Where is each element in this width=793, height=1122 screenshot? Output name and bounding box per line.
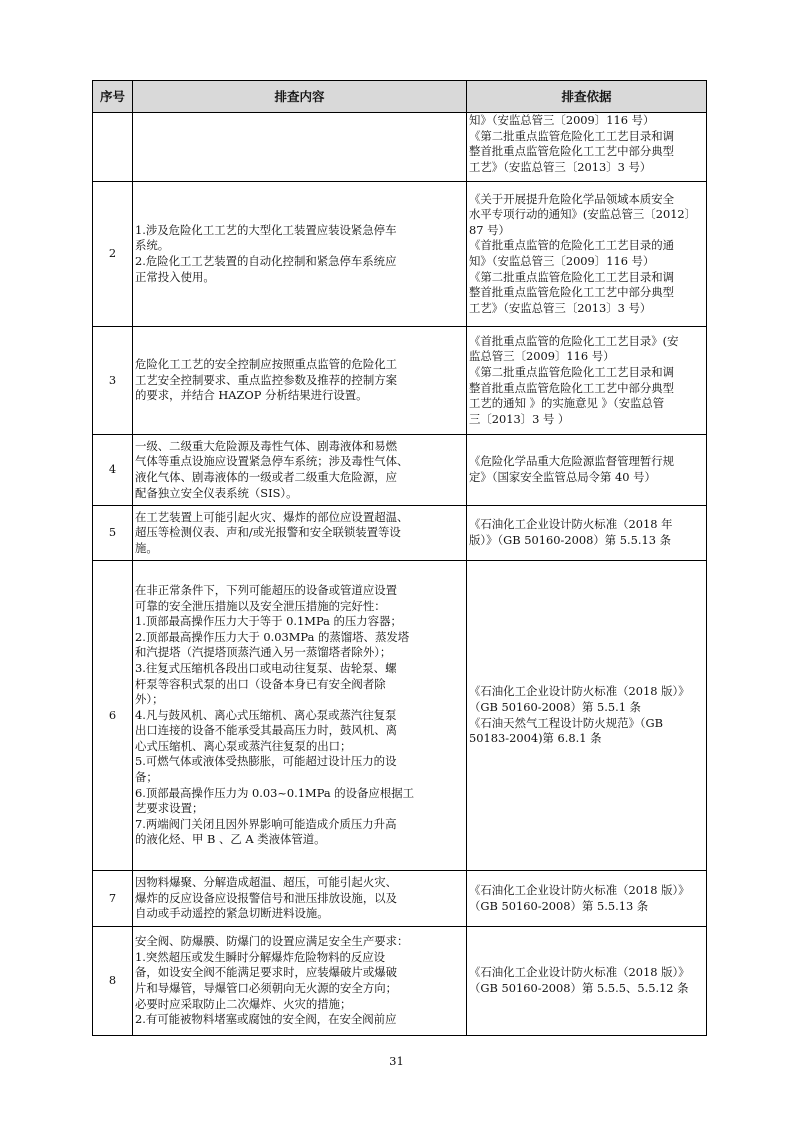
basis-line: 知》（安监总管三〔2009〕116 号） (469, 254, 655, 268)
basis-line: 《首批重点监管的危险化工工艺目录的通 (469, 238, 675, 253)
content-line: 因物料爆聚、分解造成超温、超压，可能引起火灾、 (135, 875, 397, 890)
row-content (133, 182, 467, 327)
content-line: 出口连接的设备不能承受其最高压力时，鼓风机、离 (135, 723, 397, 738)
row-content (133, 927, 467, 1036)
content-line: 2.有可能被物料堵塞或腐蚀的安全阀，在安全阀前应 (135, 1012, 397, 1027)
header-basis: 排查依据 (467, 81, 707, 113)
row-content (133, 327, 467, 435)
content-line: 2.顶部最高操作压力大于 0.03MPa 的蒸馏塔、蒸发塔 (135, 629, 410, 644)
content-line: 心式压缩机、离心泵或蒸汽往复泵的出口； (135, 738, 352, 753)
row-basis (467, 506, 707, 561)
row-number: 6 (93, 561, 133, 871)
basis-line: 《石油天然气工程设计防火规范》（GB (469, 715, 664, 730)
content-line: 和汽提塔（汽提塔顶蒸汽通入另一蒸馏塔者除外）； (135, 645, 392, 660)
content-line: 6.顶部最高操作压力为 0.03~0.1MPa 的设备应根据工 (135, 785, 414, 800)
basis-line: 《第二批重点监管危险化工工艺目录和调 (469, 128, 675, 143)
content-line: 的液化烃、甲 B 、乙 A 类液体管道。 (135, 832, 326, 847)
table-row (93, 871, 707, 927)
content-line: 超压等检测仪表、声和/或光报警和安全联锁装置等设 (135, 525, 401, 540)
basis-line: 《石油化工企业设计防火标准（2018 版）》 (469, 882, 690, 897)
basis-line: 《首批重点监管的危险化工工艺目录》(安 (469, 333, 679, 348)
content-line: 2.危险化工工艺装置的自动化控制和紧急停车系统应 (135, 254, 397, 268)
content-line: 备； (135, 770, 158, 785)
page-number: 31 (389, 1054, 404, 1068)
content-line: 自动或手动遥控的紧急切断进料设施。 (135, 906, 329, 921)
row-number: 3 (93, 327, 133, 435)
table-row (93, 561, 707, 871)
content-line: 5.可燃气体或液体受热膨胀，可能超过设计压力的设 (135, 754, 397, 769)
basis-line: 50183-2004)第 6.8.1 条 (469, 731, 602, 746)
row-basis (467, 113, 707, 182)
row-basis (467, 871, 707, 927)
content-line: 系统。 (135, 238, 170, 253)
basis-line: 监总管三〔2009〕116 号） (469, 349, 615, 364)
row-content (133, 113, 467, 182)
content-line: 外）； (135, 692, 164, 707)
header-content: 排查内容 (133, 81, 467, 113)
table-row (93, 327, 707, 435)
content-line: 可靠的安全泄压措施以及安全泄压措施的完好性： (135, 598, 386, 613)
content-line: 正常投入使用。 (135, 269, 215, 284)
basis-line: 《第二批重点监管危险化工工艺目录和调 (469, 269, 675, 284)
content-line: 片和导爆管，导爆管口必须朝向无火源的安全方向； (135, 981, 397, 995)
table-row (93, 435, 707, 506)
basis-line: （GB 50160-2008）第 5.5.1 条 (469, 699, 641, 714)
basis-line: 《石油化工企业设计防火标准（2018 年 (469, 517, 673, 532)
basis-line: 《石油化工企业设计防火标准（2018 版）》 (469, 965, 690, 980)
basis-line: 工艺》（安监总管三〔2013〕3 号） (469, 300, 652, 315)
basis-line: 《关于开展提升危险化学品领域本质安全 (469, 191, 675, 206)
basis-line: 工艺》（安监总管三〔2013〕3 号） (469, 159, 652, 174)
basis-line: 《危险化学品重大危险源监督管理暂行规 (469, 454, 675, 469)
basis-line: 三〔2013〕3 号 ） (469, 411, 570, 426)
basis-line: 整首批重点监管危险化工工艺中部分典型 (469, 285, 675, 300)
basis-line: 版）》（GB 50160-2008）第 5.5.13 条 (469, 533, 671, 547)
content-line: 的要求，并结合 HAZOP 分析结果进行设置。 (135, 388, 368, 403)
row-number: 2 (93, 182, 133, 327)
row-basis (467, 327, 707, 435)
content-line: 4.凡与鼓风机、离心式压缩机、离心泵或蒸汽往复泵 (135, 707, 397, 722)
basis-line: 知》（安监总管三〔2009〕116 号） (469, 113, 655, 127)
row-content (133, 561, 467, 871)
basis-line: 《石油化工企业设计防火标准（2018 版）》 (469, 684, 690, 699)
table-row (93, 506, 707, 561)
content-line: 7.两端阀门关闭且因外界影响可能造成介质压力升高 (135, 816, 397, 831)
basis-line: （GB 50160-2008）第 5.5.13 条 (469, 898, 649, 913)
inspection-table (92, 80, 707, 1036)
content-line: 配备独立安全仪表系统（SIS）。 (135, 485, 298, 500)
basis-line: 《第二批重点监管危险化工工艺目录和调 (469, 364, 675, 379)
content-line: 液化气体、剧毒液体的一级或者二级重大危险源，应 (135, 470, 397, 484)
row-basis (467, 435, 707, 506)
content-line: 必要时应采取防止二次爆炸、火灾的措施； (135, 996, 352, 1011)
basis-line: 水平专项行动的通知》(安监总管三〔2012〕 (469, 207, 697, 222)
row-basis (467, 182, 707, 327)
content-line: 1.涉及危险化工工艺的大型化工装置应装设紧急停车 (135, 222, 397, 237)
table-row (93, 113, 707, 182)
content-line: 艺要求设置； (135, 801, 204, 816)
row-number: 8 (93, 927, 133, 1036)
content-line: 爆炸的反应设备应设报警信号和泄压排放设施，以及 (135, 890, 397, 905)
content-line: 杆泵等容积式泵的出口（设备本身已有安全阀者除 (135, 676, 386, 691)
table-row (93, 182, 707, 327)
table-header-row (93, 81, 707, 113)
basis-line: 工艺的通知 》的实施意见 》（安监总管 (469, 396, 665, 411)
content-line: 危险化工工艺的安全控制应按照重点监管的危险化工 (135, 357, 397, 372)
table-row (93, 927, 707, 1036)
basis-line: 整首批重点监管危险化工工艺中部分典型 (469, 380, 675, 395)
content-line: 1.顶部最高操作压力大于等于 0.1MPa 的压力容器； (135, 614, 402, 629)
basis-line: 定》（国家安全监管总局令第 40 号） (469, 470, 656, 484)
header-seq: 序号 (93, 81, 133, 113)
row-number: 7 (93, 871, 133, 927)
content-line: 备，如设安全阀不能满足要求时，应装爆破片或爆破 (135, 965, 397, 980)
basis-line: （GB 50160-2008）第 5.5.5、5.5.12 条 (469, 981, 689, 995)
basis-line: 87 号） (469, 222, 510, 237)
content-line: 安全阀、防爆膜、防爆门的设置应满足安全生产要求： (135, 934, 409, 949)
row-basis (467, 561, 707, 871)
content-line: 施。 (135, 540, 158, 555)
content-line: 工艺安全控制要求、重点监控参数及推荐的控制方案 (135, 372, 397, 387)
content-line: 一级、二级重大危险源及毒性气体、剧毒液体和易燃 (135, 438, 397, 453)
content-line: 1.突然超压或发生瞬时分解爆炸危险物料的反应设 (135, 949, 386, 964)
row-content (133, 435, 467, 506)
content-line: 3.往复式压缩机各段出口或电动往复泵、齿轮泵、螺 (135, 660, 397, 675)
row-number: 4 (93, 435, 133, 506)
row-content (133, 506, 467, 561)
row-number (93, 113, 133, 182)
row-content (133, 871, 467, 927)
row-number: 5 (93, 506, 133, 561)
row-basis (467, 927, 707, 1036)
content-line: 气体等重点设施应设置紧急停车系统；涉及毒性气体、 (135, 454, 409, 469)
content-line: 在工艺装置上可能引起火灾、爆炸的部位应设置超温、 (135, 509, 409, 524)
content-line: 在非正常条件下，下列可能超压的设备或管道应设置 (135, 582, 397, 597)
basis-line: 整首批重点监管危险化工工艺中部分典型 (469, 144, 675, 159)
